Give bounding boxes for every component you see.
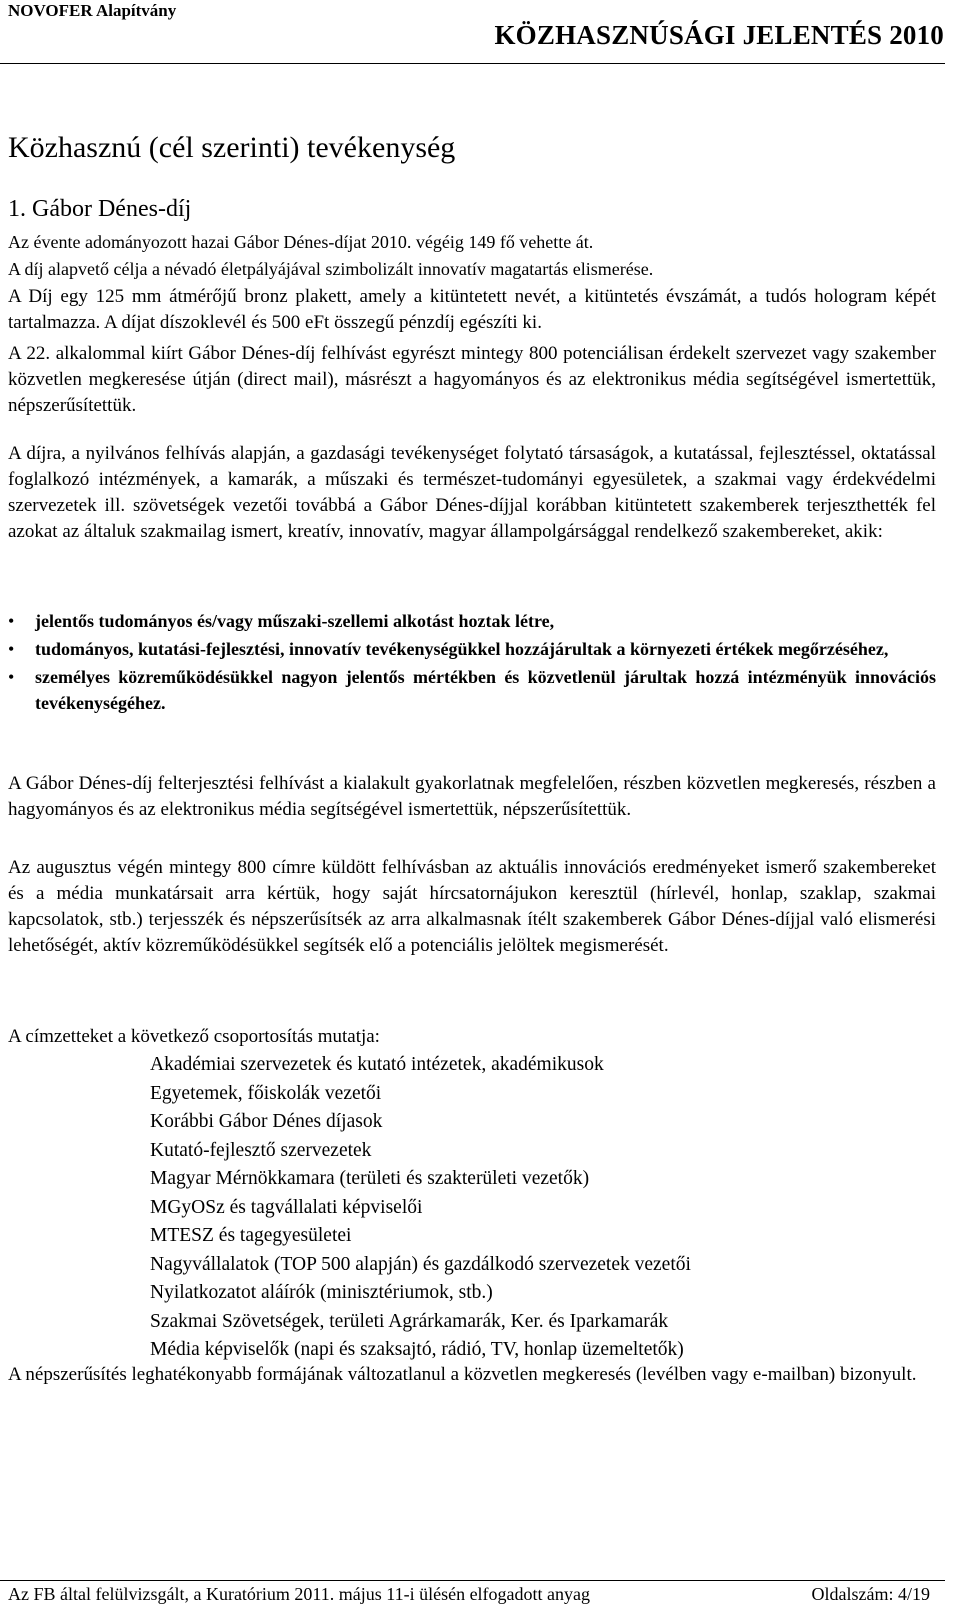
page-number: Oldalszám: 4/19	[811, 1584, 930, 1604]
section-title: Közhasznú (cél szerinti) tevékenység	[8, 131, 456, 164]
bullet-marker: •	[8, 667, 15, 687]
report-title: KÖZHASZNÚSÁGI JELENTÉS 2010	[494, 20, 944, 50]
bullet-marker: •	[8, 639, 15, 659]
list-item: Nagyvállalatok (TOP 500 alapján) és gazdálkodó szervezetek vezetői	[150, 1253, 691, 1275]
footer-approval-note: Az FB által felülvizsgált, a Kuratórium 2011. május 11-i ülésén elfogadott anyag	[8, 1584, 591, 1604]
list-item: Média képviselők (napi és szaksajtó, rádió, TV, honlap üzemeltetők)	[150, 1339, 684, 1360]
paragraph-mailing: Az augusztus végén mintegy 800 címre küldött felhívásban az aktuális innovációs eredményeket ismerő szakembereket és a média munkatársait arra kértük, hogy saját hírcsatornájukon keresztül (hírlevél, honlap, szaklap, szakmai kapcsolatok, stb.) terjesszék és népszerűsítsék az arra alkalmasnak ítélt szakemberek Gábor Dénes-díjjal való elismerési lehetőségét, aktív közreműködésükkel segítsék elő a potenciális jelöltek megismerését.	[8, 857, 936, 956]
list-item: Korábbi Gábor Dénes díjasok	[150, 1111, 383, 1132]
organization-name: NOVOFER Alapítvány	[8, 1, 177, 20]
paragraph-conclusion: A népszerűsítés leghatékonyabb formájának változatlanul a közvetlen megkeresés (levélben vagy e-mailban) bizonyult.	[8, 1364, 917, 1385]
paragraph-award-count: Az évente adományozott hazai Gábor Dénes-díjat 2010. végéig 149 fő vehette át.	[8, 232, 594, 252]
list-item: • tudományos, kutatási-fejlesztési, innovatív tevékenységükkel hozzájárultak a környezeti értékek megőrzéséhez,	[8, 636, 936, 662]
header-divider	[0, 63, 945, 64]
list-item: • jelentős tudományos és/vagy műszaki-szellemi alkotást hoztak létre,	[8, 608, 936, 634]
list-item: Egyetemek, főiskolák vezetői	[150, 1082, 382, 1104]
bullet-marker: •	[8, 611, 15, 631]
paragraph-call-announcement: A 22. alkalommal kiírt Gábor Dénes-díj felhívást egyrészt mintegy 800 potenciálisan érdekelt szervezet vagy szakember közvetlen megkeresése útján (direct mail), másrészt a hagyományos és az elektronikus média segítségével ismertettük, népszerűsítettük.	[8, 343, 936, 416]
paragraph-nominators: A díjra, a nyilvános felhívás alapján, a gazdasági tevékenységet folytató társaságok, a kutatással, fejlesztéssel, oktatással foglalkozó intézmények, a kamarák, a műszaki és természet-tudományi egyesületek, a szakmai vagy érdekvédelmi szervezetek ill. szövetségek vezetői továbbá a Gábor Dénes-díjjal korábban kitüntetett szakemberek terjeszthették fel azokat az általuk szakmailag ismert, kreatív, innovatív, magyar állampolgársággal rendelkező szakembereket, akik:	[8, 443, 936, 542]
list-item: Nyilatkozatot aláírók (minisztériumok, stb.)	[150, 1282, 493, 1303]
paragraph-award-purpose: A díj alapvető célja a névadó életpályájával szimbolizált innovatív magatartás elismerése.	[8, 259, 654, 279]
paragraph-recipients-intro: A címzetteket a következő csoportosítás mutatja:	[8, 1026, 380, 1047]
sub-title: 1. Gábor Dénes-díj	[8, 196, 192, 222]
list-item: Szakmai Szövetségek, területi Agrárkamarák, Ker. és Iparkamarák	[150, 1310, 669, 1332]
list-item: Kutató-fejlesztő szervezetek	[150, 1139, 372, 1161]
list-item: • személyes közreműködésükkel nagyon jelentős mértékben és közvetlenül járultak hozzá intézményük innovációs tevékenységéhez.	[8, 664, 936, 716]
criteria-list	[8, 608, 936, 718]
list-item: MGyOSz és tagvállalati képviselői	[150, 1196, 423, 1218]
paragraph-promotion: A Gábor Dénes-díj felterjesztési felhívást a kialakult gyakorlatnak megfelelően, részben közvetlen megkeresés, részben a hagyományos és az elektronikus média segítségével ismertettük, népszerűsítettük.	[8, 773, 936, 820]
recipient-groups-list	[150, 1051, 691, 1365]
list-item: Magyar Mérnökkamara (területi és szakterületi vezetők)	[150, 1168, 590, 1189]
paragraph-award-description: A Díj egy 125 mm átmérőjű bronz plakett, amely a kitüntetett nevét, a kitüntetés évszámát, a tudós hologram képét tartalmazza. A díjat díszoklevél és 500 eFt összegű pénzdíj egészíti ki.	[8, 286, 936, 333]
footer-divider	[0, 1580, 945, 1581]
list-item: MTESZ és tagegyesületei	[150, 1225, 352, 1246]
list-item: Akadémiai szervezetek és kutató intézetek, akadémikusok	[150, 1054, 604, 1075]
